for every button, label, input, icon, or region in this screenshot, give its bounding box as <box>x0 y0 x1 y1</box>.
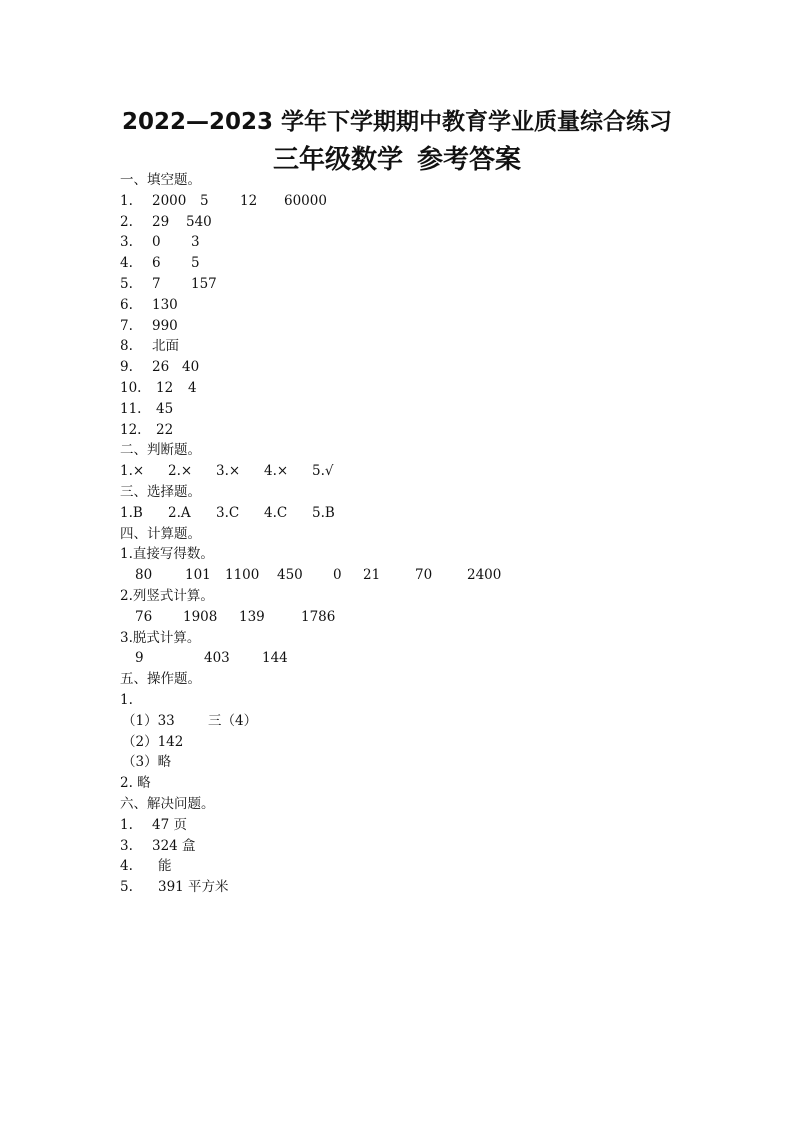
list-item: 4. 能 <box>120 858 172 875</box>
list-item: （1）33 三（4） <box>122 712 258 729</box>
list-item: 3. 324 盒 <box>120 837 196 854</box>
list-item: 6. 130 <box>120 296 178 313</box>
answer-key-label: 参考答案 <box>417 145 522 175</box>
exam-title: 2022—2023 学年下学期期中教育学业质量综合练习 <box>121 109 673 135</box>
list-item: 4. 6 5 <box>120 255 200 272</box>
section-true-false-heading: 二、判断题。 <box>120 442 201 459</box>
subject-label: 三年级数学 <box>272 145 403 175</box>
list-item: 2. 29 540 <box>120 213 212 230</box>
list-item: 2. 略 <box>120 775 151 792</box>
list-item: 10. 12 4 <box>120 379 197 396</box>
answer-key-body <box>120 170 501 898</box>
calc-part-label: 1.直接写得数。 <box>120 546 214 563</box>
list-item: 1. <box>120 691 133 708</box>
multiple-choice-answers: 1.B 2.A 3.C 4.C 5.B <box>120 504 335 521</box>
mental-math-answers: 80 101 1100 450 0 21 70 2400 <box>135 567 502 584</box>
section-fill-in-heading: 一、填空题。 <box>120 172 201 188</box>
true-false-answers: 1.× 2.× 3.× 4.× 5.√ <box>120 463 334 480</box>
list-item: 5. 391 平方米 <box>120 879 229 896</box>
list-item: 9. 26 40 <box>120 359 200 376</box>
calc-part-label: 3.脱式计算。 <box>120 629 201 646</box>
section-calculation-heading: 四、计算题。 <box>120 525 201 542</box>
list-item: （3）略 <box>122 754 172 771</box>
list-item: 12. 22 <box>120 421 174 438</box>
list-item: （2）142 <box>122 733 184 750</box>
list-item: 11. 45 <box>120 400 174 417</box>
list-item: 8. 北面 <box>120 338 179 355</box>
list-item: 1. 47 页 <box>120 816 187 833</box>
calc-part-label: 2.列竖式计算。 <box>120 587 214 604</box>
list-item: 1. 2000 5 12 60000 <box>120 192 327 209</box>
section-operation-heading: 五、操作题。 <box>120 671 201 688</box>
list-item: 7. 990 <box>120 317 178 334</box>
section-word-problems-heading: 六、解决问题。 <box>120 795 215 812</box>
step-calc-answers: 9 403 144 <box>135 650 288 667</box>
list-item: 3. 0 3 <box>120 234 200 251</box>
list-item: 5. 7 157 <box>120 275 217 292</box>
section-multiple-choice-heading: 三、选择题。 <box>120 483 201 500</box>
vertical-calc-answers: 76 1908 139 1786 <box>135 608 336 625</box>
